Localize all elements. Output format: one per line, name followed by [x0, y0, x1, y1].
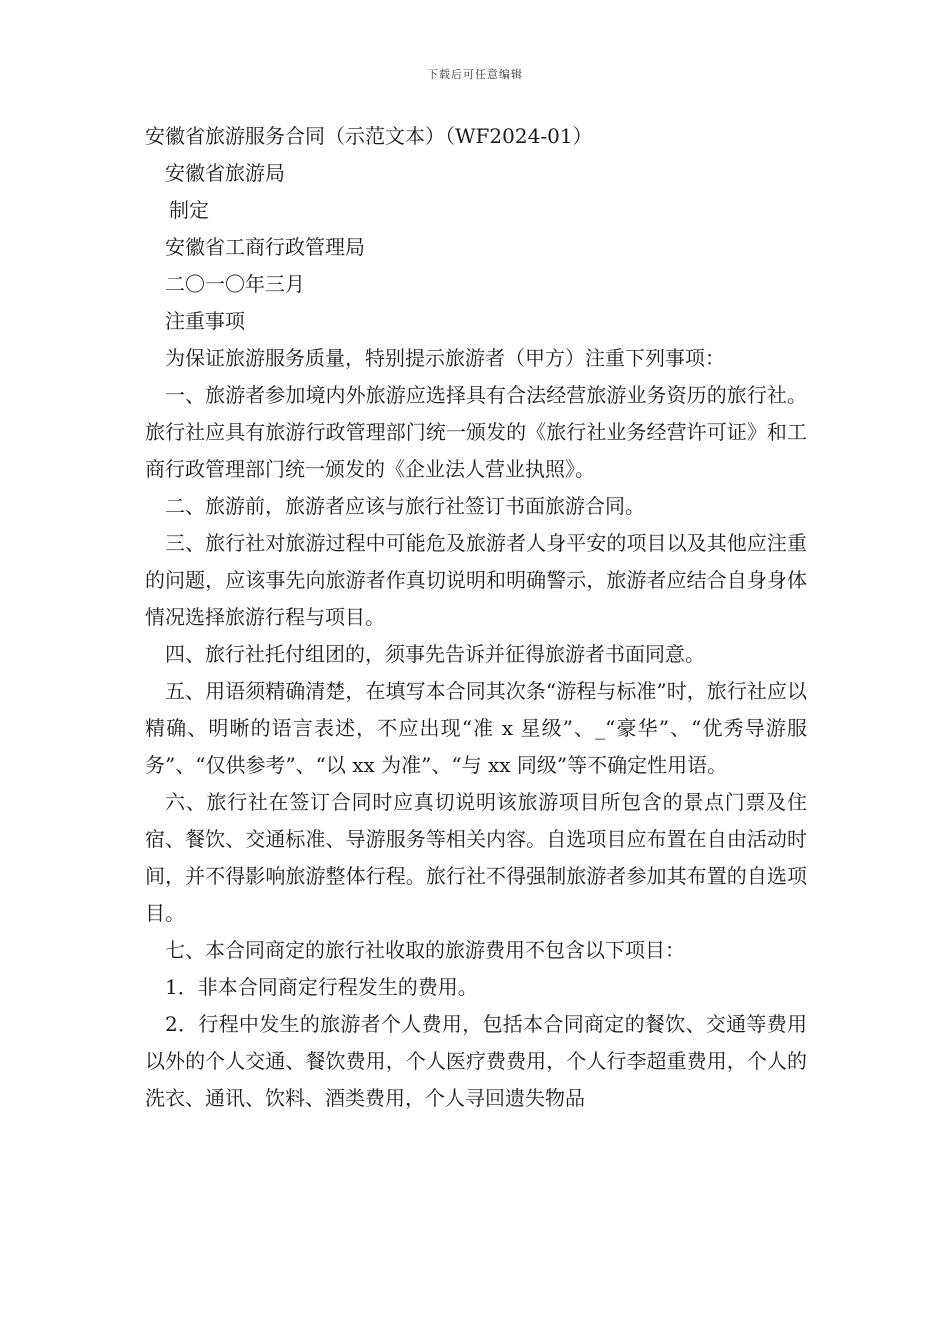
notice-item-6: 六、旅行社在签订合同时应真切说明该旅游项目所包含的景点门票及住宿、餐饮、交通标准、导游服务等相关内容。自选项目应布置在自由活动时间，并不得影响旅游整体行程。旅行社不得强制旅游者参加其布置的自选项目。 [145, 790, 807, 925]
notice-item-7: 七、本合同商定的旅行社收取的旅游费用不包含以下项目： [165, 938, 685, 962]
notice-item-4: 四、旅行社托付组团的，须事先告诉并征得旅游者书面同意。 [165, 642, 705, 666]
notice-item-3: 三、旅行社对旅游过程中可能危及旅游者人身平安的项目以及其他应注重的问题，应该事先向旅游者作真切说明和明确警示，旅游者应结合自身身体情况选择旅游行程与项目。 [145, 531, 807, 629]
header-note: 下载后可任意编辑 [427, 68, 523, 81]
issued-word: 制定 [169, 198, 209, 222]
notice-subitem-1: 1．非本合同商定行程发生的费用。 [165, 975, 478, 999]
notice-item-1: 一、旅游者参加境内外旅游应选择具有合法经营旅游业务资历的旅行社。旅行社应具有旅游行政管理部门统一颁发的《旅行社业务经营许可证》和工商行政管理部门统一颁发的《企业法人营业执照》。 [145, 383, 807, 481]
notice-heading: 注重事项 [165, 309, 245, 333]
notice-intro: 为保证旅游服务质量，特别提示旅游者（甲方）注重下列事项： [165, 346, 725, 370]
document-title: 安徽省旅游服务合同（示范文本）（WF2024-01） [145, 124, 593, 148]
issuer-commerce-bureau: 安徽省工商行政管理局 [165, 235, 365, 259]
issue-date: 二〇一〇年三月 [165, 272, 305, 296]
document-body [145, 118, 807, 1117]
issuer-tourism-bureau: 安徽省旅游局 [165, 161, 285, 185]
notice-subitem-2: 2．行程中发生的旅游者个人费用，包括本合同商定的餐饮、交通等费用以外的个人交通、餐饮费用，个人医疗费费用，个人行李超重费用，个人的洗衣、通讯、饮料、酒类费用，个人寻回遗失物品 [145, 1012, 807, 1110]
notice-item-5: 五、用语须精确清楚，在填写本合同其次条“游程与标准”时，旅行社应以精确、明晰的语言表述，不应出现“准 x 星级”、_“豪华”、“优秀导游服务”、“仅供参考”、“以 xx 为准”、“与 xx 同级”等不确定性用语。 [145, 679, 807, 777]
notice-item-2: 二、旅游前，旅游者应该与旅行社签订书面旅游合同。 [165, 494, 645, 518]
